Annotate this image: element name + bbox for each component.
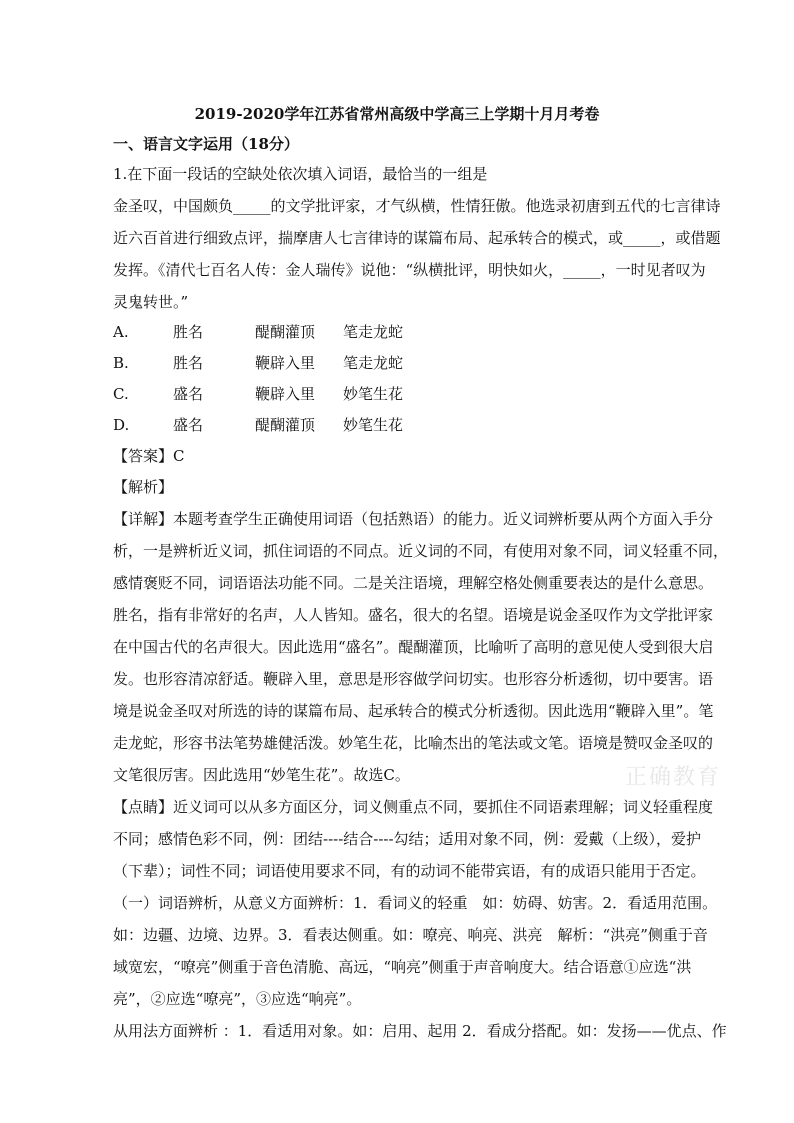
exam-title: 2019-2020学年江苏省常州高级中学高三上学期十月月考卷 <box>194 105 600 123</box>
pointer-line: （下辈）；词性不同；词语使用要求不同，有的动词不能带宾语，有的成语只能用于否定。 <box>113 862 706 880</box>
section-heading: 一、语言文字运用（18分） <box>113 135 299 153</box>
detail-line: 发。也形容清凉舒适。鞭辟入里，意思是形容做学问切实。也形容分析透彻，切中要害。语 <box>113 670 714 688</box>
option-letter: A. <box>113 323 129 341</box>
option-word-2: 鞭辟入里 <box>255 354 316 372</box>
detail-line: 胜名，指有非常好的名声，人人皆知。盛名，很大的名望。语境是说金圣叹作为文学批评家 <box>113 606 714 624</box>
analysis-heading: 【解析】 <box>113 478 174 496</box>
detail-line: 文笔很厉害。因此选用“妙笔生花”。故选C。 <box>113 766 410 784</box>
option-word-2: 鞭辟入里 <box>255 385 316 403</box>
option-word-2: 醍醐灌顶 <box>255 416 316 434</box>
option-word-1: 胜名 <box>173 323 204 341</box>
option-word-1: 盛名 <box>173 385 204 403</box>
option-letter: C. <box>113 385 129 403</box>
option-d <box>113 414 683 436</box>
question-stem: 1.在下面一段话的空缺处依次填入词语，最恰当的一组是 <box>113 165 488 183</box>
option-word-3: 妙笔生花 <box>343 416 404 434</box>
pointer-line: 从用法方面辨析 ：1．看适用对象。如：启用、起用 2．看成分搭配。如：发扬——优点、作 <box>113 1022 727 1040</box>
detail-line: 走龙蛇，形容书法笔势雄健活泼。妙笔生花，比喻杰出的笔法或文笔。语境是赞叹金圣叹的 <box>113 734 714 752</box>
answer-line: 【答案】C <box>113 447 185 465</box>
option-word-1: 胜名 <box>173 354 204 372</box>
passage-line: 金圣叹，中国颇负_____的文学批评家，才气纵横，性情狂傲。他选录初唐到五代的七言律诗 <box>113 197 721 215</box>
passage-line: 发挥。《清代七百名人传：金人瑞传》说他：“纵横批评，明快如火，_____，一时见者叹为 <box>113 261 706 279</box>
option-word-3: 笔走龙蛇 <box>343 323 404 341</box>
option-word-3: 妙笔生花 <box>343 385 404 403</box>
option-a <box>113 321 683 343</box>
option-b <box>113 352 683 374</box>
passage-line: 近六百首进行细致点评，揣摩唐人七言律诗的谋篇布局、起承转合的模式，或_____，或借题 <box>113 229 721 247</box>
option-letter: B. <box>113 354 129 372</box>
detail-line: 析，一是辨析近义词，抓住词语的不同点。近义词的不同，有使用对象不同，词义轻重不同， <box>113 542 729 560</box>
detail-line: 境是说金圣叹对所选的诗的谋篇布局、起承转合的模式分析透彻。因此选用“鞭辟入里”。笔 <box>113 702 714 720</box>
option-letter: D. <box>113 416 130 434</box>
watermark: 正确教育 <box>625 765 722 790</box>
option-word-3: 笔走龙蛇 <box>343 354 404 372</box>
pointer-line: 【点睛】近义词可以从多方面区分，词义侧重点不同，要抓住不同语素理解；词义轻重程度 <box>113 798 714 816</box>
option-word-2: 醍醐灌顶 <box>255 323 316 341</box>
passage-line: 灵鬼转世。” <box>113 293 189 311</box>
pointer-line: 亮”，②应选“嘹亮”，③应选“响亮”。 <box>113 990 362 1008</box>
detail-line: 在中国古代的名声很大。因此选用“盛名”。醍醐灌顶，比喻听了高明的意见使人受到很大启 <box>113 638 714 656</box>
detail-line: 感情褒贬不同，词语语法功能不同。二是关注语境，理解空格处侧重要表达的是什么意思。 <box>113 574 714 592</box>
pointer-line: 不同；感情色彩不同，例：团结----结合----勾结；适用对象不同，例：爱戴（上级），爱护 <box>113 830 702 848</box>
option-word-1: 盛名 <box>173 416 204 434</box>
detail-line: 【详解】本题考查学生正确使用词语（包括熟语）的能力。近义词辨析要从两个方面入手分 <box>113 510 714 528</box>
option-c <box>113 383 683 405</box>
pointer-line: 域宽宏，“嘹亮”侧重于音色清脆、高远，“响亮”侧重于声音响度大。结合语意①应选“洪 <box>113 958 692 976</box>
pointer-line: 如：边疆、边境、边界。3．看表达侧重。如：嘹亮、响亮、洪亮 解析：“洪亮”侧重于音 <box>113 926 708 944</box>
pointer-line: （一）词语辨析，从意义方面辨析：1．看词义的轻重 如：妨碍、妨害。2．看适用范围。 <box>113 894 718 912</box>
